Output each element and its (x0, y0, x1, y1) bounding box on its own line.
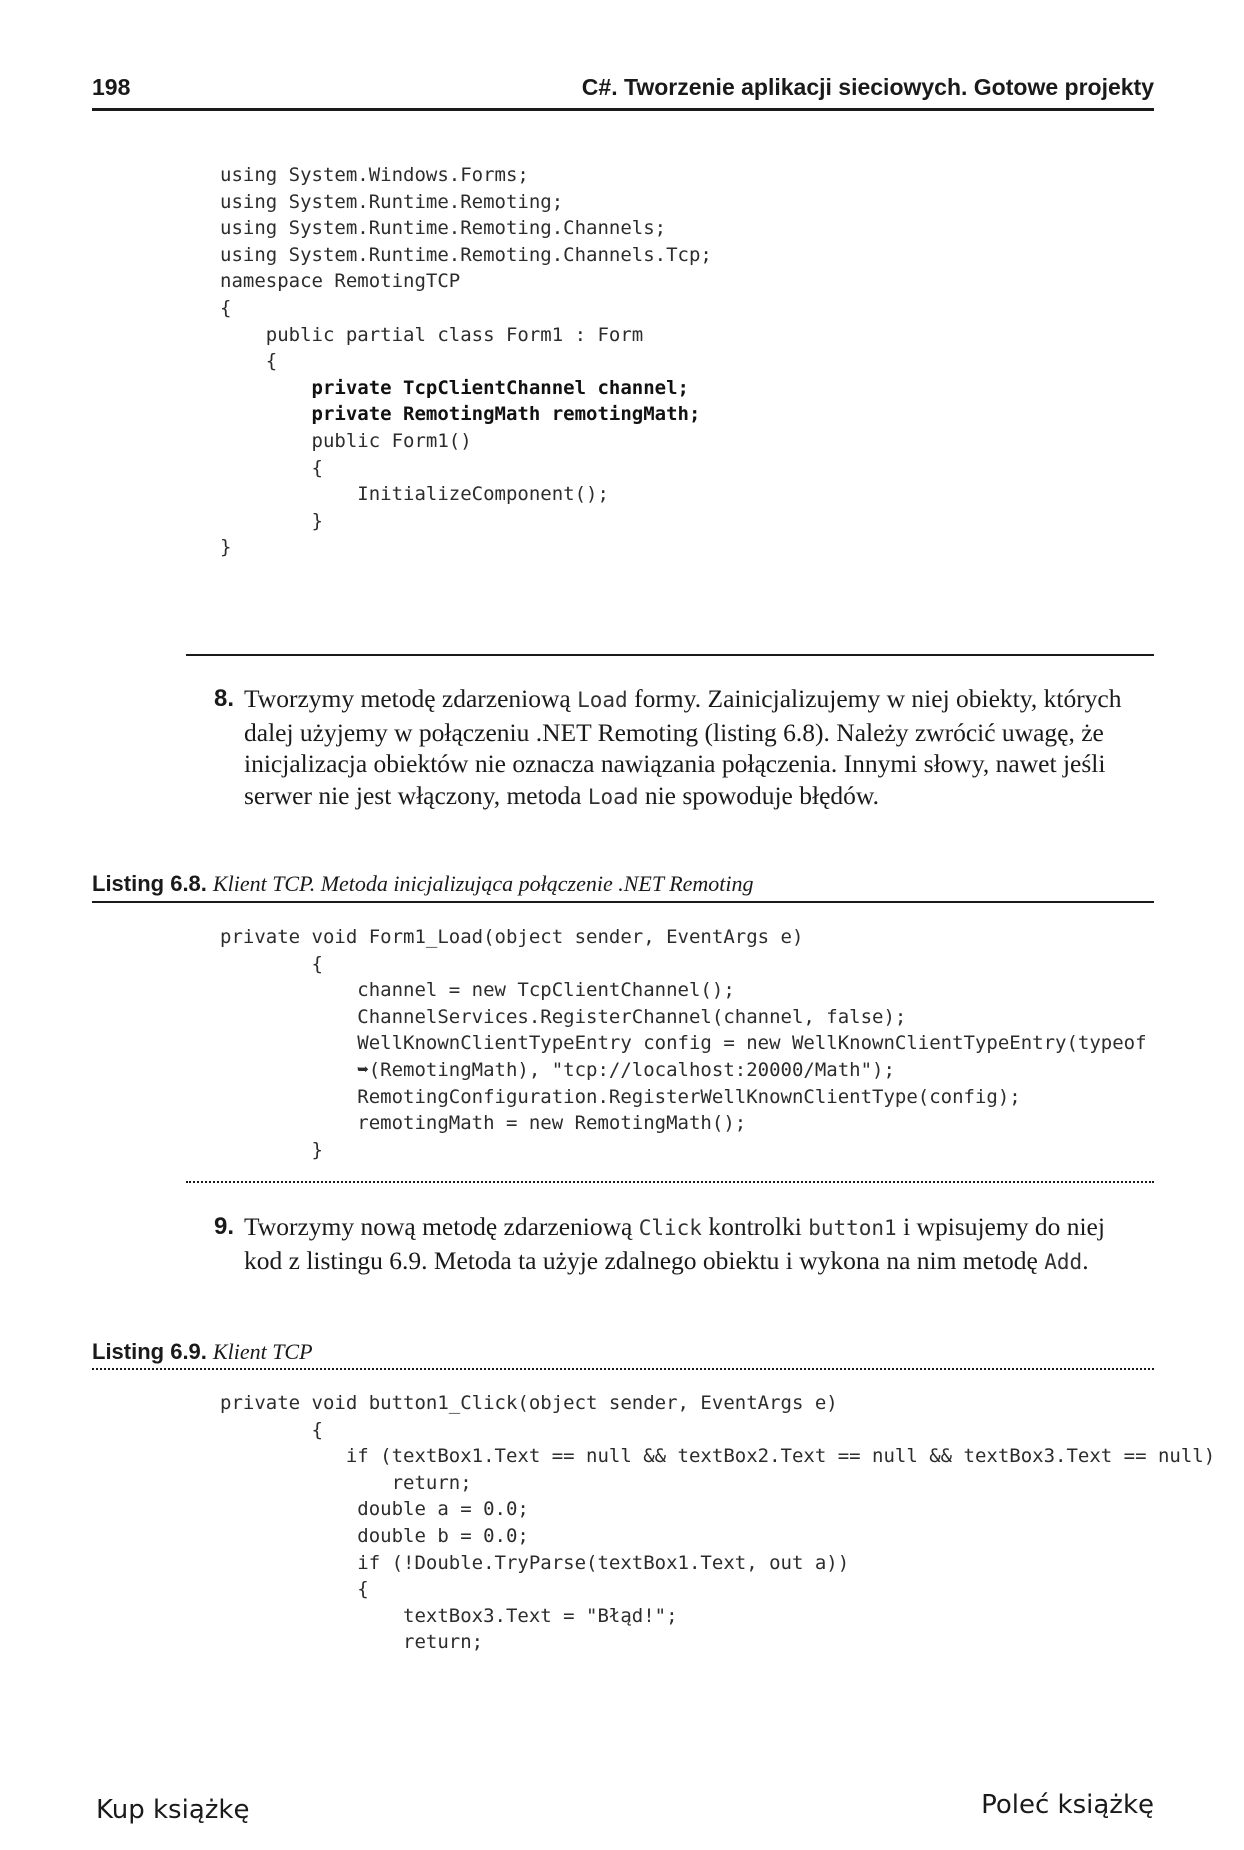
recommend-book-link[interactable]: Poleć książkę (981, 1790, 1154, 1820)
listing-6-8-bottom-rule (186, 1181, 1154, 1183)
listing-6-8-top-rule (92, 901, 1154, 903)
code-line: { (220, 952, 323, 975)
listing-6-8-code (220, 924, 1147, 1163)
listing-6-8-caption (92, 871, 1154, 897)
listing-6-9-top-rule (92, 1368, 1154, 1370)
code-line: channel = new TcpClientChannel(); (220, 979, 735, 1002)
page-header (92, 74, 1154, 110)
inline-code: Add (1044, 1249, 1083, 1274)
step-8-text: Tworzymy metodę zdarzeniową Load formy. Zainicjalizujemy w niej obiekty, których dalej użyjemy w połączeniu .NET Remoting (listing 6.8). Należy zwrócić uwagę, że inicjalizacja obiektów nie oznacza nawiązania połączenia. Innymi słowy, nawet jeśli serwer nie jest włączony, metoda Load nie spowoduje błędów. (244, 684, 1122, 810)
header-rule (92, 108, 1154, 111)
code-line: double b = 0.0; (220, 1524, 529, 1547)
code-line: using System.Windows.Forms; (220, 164, 529, 186)
code-line: { (220, 1418, 323, 1441)
code-line-highlighted: private TcpClientChannel channel; (220, 376, 689, 399)
step-number: 9. (214, 1213, 235, 1240)
code-line: using System.Runtime.Remoting.Channels.Tcp; (220, 243, 712, 266)
code-line: { (220, 296, 232, 319)
code-line: ChannelServices.RegisterChannel(channel, false); (220, 1005, 907, 1028)
code-line-highlighted: private RemotingMath remotingMath; (220, 403, 701, 426)
code-line: InitializeComponent(); (220, 483, 609, 506)
step-9 (214, 1211, 1144, 1311)
step-8 (214, 683, 1144, 843)
inline-code: button1 (808, 1216, 897, 1240)
code-line: namespace RemotingTCP (220, 270, 461, 293)
code-line: { (220, 350, 278, 373)
code-line: ➥(RemotingMath), "tcp://localhost:20000/Math"); (220, 1058, 895, 1081)
code-line: private void Form1_Load(object sender, EventArgs e) (220, 926, 804, 948)
code-line: } (220, 536, 232, 559)
listing-label: Listing 6.9. (92, 1339, 207, 1364)
code-line: public Form1() (220, 429, 472, 452)
code-line: return; (220, 1631, 484, 1654)
code-line: public partial class Form1 : Form (220, 323, 644, 346)
listing-title: Klient TCP (212, 1339, 313, 1364)
listing-end-rule (186, 654, 1154, 656)
step-number: 8. (214, 685, 235, 712)
page-number: 198 (92, 74, 131, 100)
code-line: if (textBox1.Text == null && textBox2.Text == null && textBox3.Text == null) (220, 1445, 1216, 1468)
code-line: private void button1_Click(object sender, EventArgs e) (220, 1392, 838, 1414)
inline-code: Load (577, 688, 628, 712)
code-line: textBox3.Text = "Błąd!"; (220, 1604, 678, 1627)
buy-book-link[interactable]: Kup książkę (96, 1795, 250, 1825)
code-line: double a = 0.0; (220, 1498, 529, 1521)
code-line: using System.Runtime.Remoting.Channels; (220, 217, 667, 240)
running-title: C#. Tworzenie aplikacji sieciowych. Gotowe projekty (581, 74, 1154, 100)
inline-code: Load (587, 784, 639, 809)
listing-label: Listing 6.8. (92, 871, 207, 896)
code-line: if (!Double.TryParse(textBox1.Text, out a)) (220, 1551, 850, 1574)
step-9-text: Tworzymy nową metodę zdarzeniową Click kontrolki button1 i wpisujemy do niej kod z listingu 6.9. Metoda ta użyje zdalnego obiektu i wykona na nim metodę Add. (244, 1212, 1105, 1275)
code-line: return; (220, 1471, 472, 1494)
code-line: using System.Runtime.Remoting; (220, 190, 564, 213)
code-line: { (220, 1578, 369, 1601)
code-line: } (220, 1138, 323, 1161)
code-line: remotingMath = new RemotingMath(); (220, 1112, 747, 1135)
code-line: } (220, 509, 323, 532)
code-line: WellKnownClientTypeEntry config = new WellKnownClientTypeEntry(typeof (220, 1032, 1147, 1055)
inline-code: Click (638, 1216, 702, 1240)
listing-6-9-code (220, 1390, 1215, 1656)
listing-6-9-caption (92, 1339, 1154, 1365)
code-block-top (220, 162, 712, 561)
code-line: RemotingConfiguration.RegisterWellKnownClientType(config); (220, 1085, 1021, 1108)
listing-title: Klient TCP. Metoda inicjalizująca połączenie .NET Remoting (212, 871, 754, 896)
code-line: { (220, 456, 323, 479)
